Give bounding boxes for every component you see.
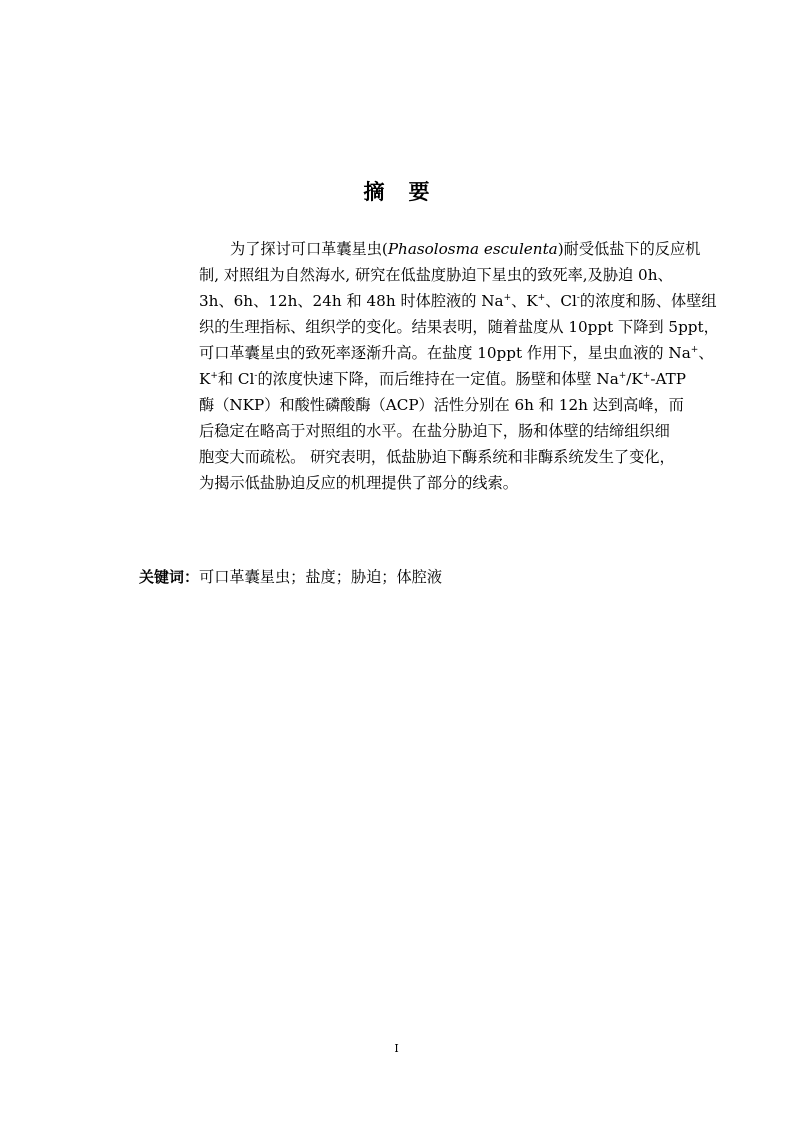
text-run: 、K [511,292,538,310]
abstract-title [0,176,793,206]
text-run: 、Cl [545,292,577,310]
abstract-line [199,366,693,392]
superscript: + [210,371,218,381]
superscript: + [690,345,699,355]
abstract-line [199,288,717,314]
text-run: -ATP [650,370,686,388]
text-run: 和 Cl [217,370,255,388]
keywords-text: 可口革囊星虫；盐度；胁迫；体腔液 [199,568,443,586]
superscript: + [537,293,546,303]
superscript: - [254,371,258,381]
title-char-1: 摘 [363,180,385,204]
abstract-line: 为揭示低盐胁迫反应的机理提供了部分的线索。 [199,474,518,492]
text-run: /K [626,370,643,388]
text-run: )耐受低盐下的反应机 [557,240,701,258]
text-run: 的浓度和肠、体壁组 [579,292,717,310]
title-char-2: 要 [408,180,430,204]
text-run: 、 [698,344,714,362]
superscript: + [503,293,512,303]
keywords-label: 关键词： [139,568,200,586]
text-run: K [199,370,211,388]
superscript: + [618,371,627,381]
abstract-line: 制, 对照组为自然海水, 研究在低盐度胁迫下星虫的致死率,及胁迫 0h、 [199,266,673,284]
text-run: 3h、6h、12h、24h 和 48h 时体腔液的 Na [199,292,504,310]
abstract-line: 织的生理指标、组织学的变化。结果表明，随着盐度从 10ppt 下降到 5ppt， [199,318,719,336]
page-number: I [394,1042,399,1055]
abstract-body [199,236,719,496]
species-name: Phasolosma esculenta [387,240,558,258]
text-run: 的浓度快速下降，而后维持在一定值。肠壁和体壁 Na [257,370,619,388]
abstract-line [199,236,701,262]
abstract-line: 胞变大而疏松。 研究表明，低盐胁迫下酶系统和非酶系统发生了变化， [199,448,675,466]
text-run: 可口革囊星虫的致死率逐渐升高。在盐度 10ppt 作用下，星虫血液的 Na [199,344,691,362]
superscript: + [642,371,651,381]
superscript: - [576,293,580,303]
keywords-line [139,566,442,588]
abstract-line [199,340,714,366]
abstract-line: 后稳定在略高于对照组的水平。在盐分胁迫下，肠和体壁的结缔组织细 [199,422,670,440]
text-run: 为了探讨可口革囊星虫( [230,240,388,258]
abstract-line: 酶（NKP）和酸性磷酸酶（ACP）活性分别在 6h 和 12h 达到高峰，而 [199,396,684,414]
